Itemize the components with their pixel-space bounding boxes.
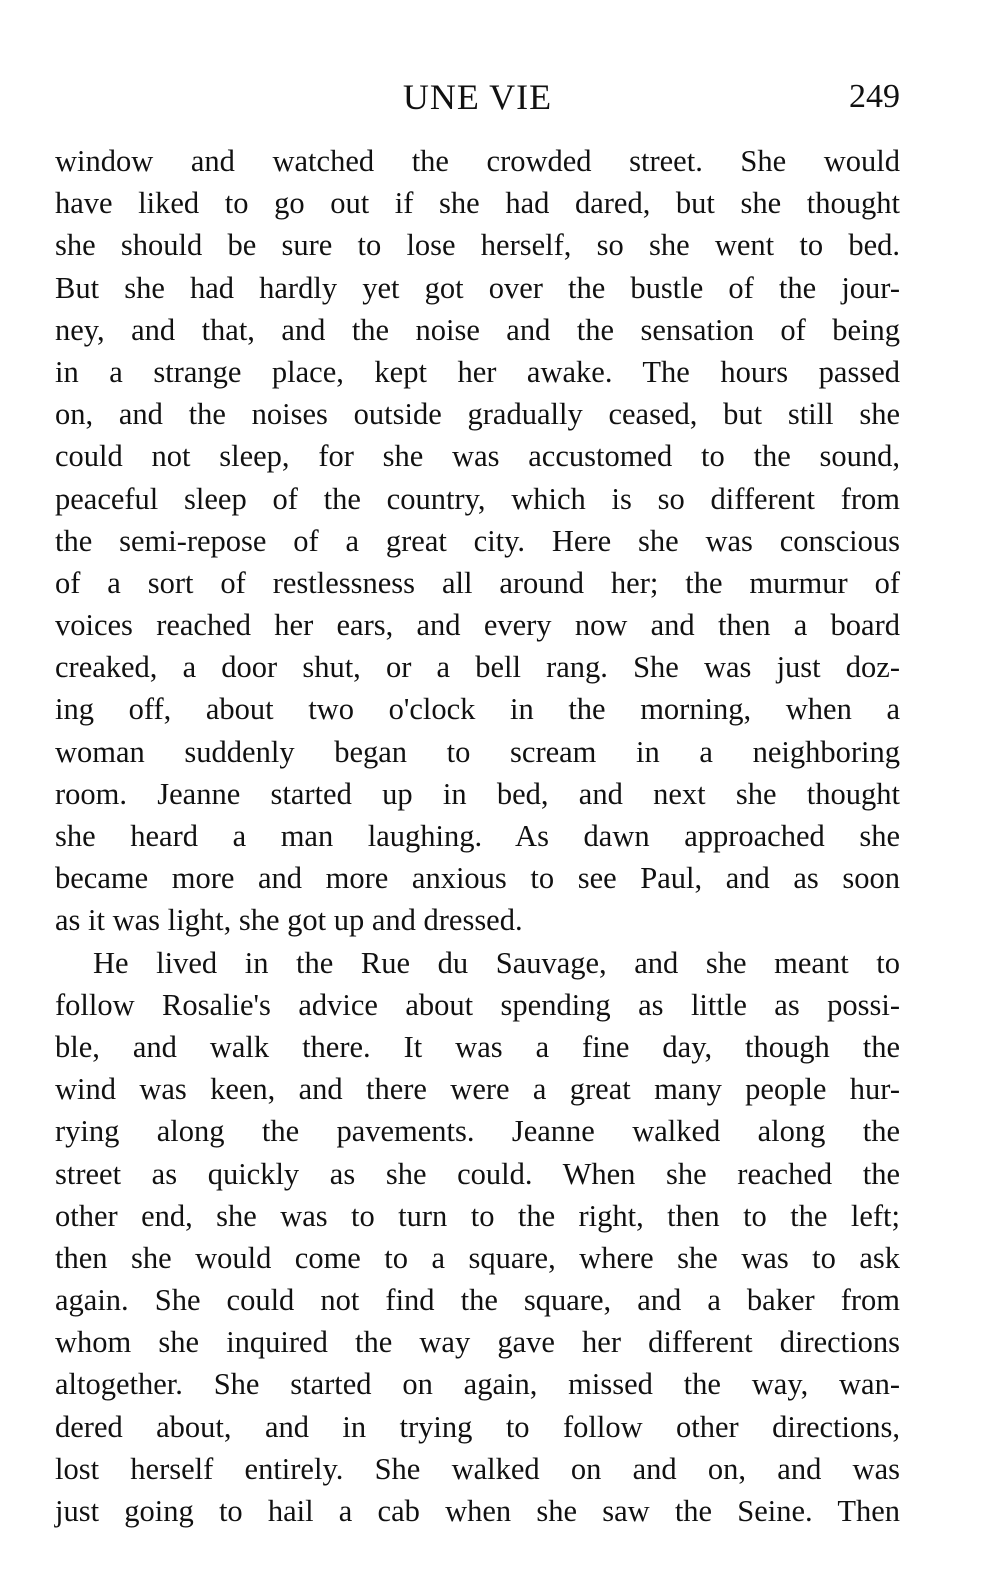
- text-line: woman suddenly began to scream in a neighboring: [55, 734, 900, 769]
- text-line: peaceful sleep of the country, which is so different from: [55, 481, 900, 516]
- text-line: again. She could not find the square, and a baker from: [55, 1283, 900, 1318]
- text-line: as it was light, she got up and dressed.: [55, 903, 523, 938]
- text-line: lost herself entirely. She walked on and on, and was: [55, 1451, 900, 1486]
- page-header: [55, 72, 900, 122]
- text-line: But she had hardly yet got over the bustle of the jour-: [55, 270, 900, 305]
- running-title: UNE VIE: [402, 77, 553, 117]
- page-number: 249: [849, 78, 900, 115]
- paragraph: [55, 942, 900, 1533]
- text-line: room. Jeanne started up in bed, and next she thought: [55, 776, 900, 811]
- text-line: dered about, and in trying to follow other directions,: [55, 1409, 900, 1444]
- text-line: He lived in the Rue du Sauvage, and she meant to: [93, 945, 900, 980]
- text-line: voices reached her ears, and every now and then a board: [55, 608, 900, 643]
- text-line: altogether. She started on again, missed the way, wan-: [55, 1367, 900, 1402]
- text-line: of a sort of restlessness all around her; the murmur of: [55, 565, 900, 600]
- text-line: she heard a man laughing. As dawn approached she: [55, 819, 900, 853]
- text-line: other end, she was to turn to the right, then to the left;: [55, 1198, 900, 1233]
- body-text: [55, 140, 900, 1532]
- text-line: on, and the noises outside gradually ceased, but still she: [55, 397, 900, 432]
- text-line: whom she inquired the way gave her different directions: [55, 1325, 900, 1360]
- text-line: creaked, a door shut, or a bell rang. She was just doz-: [55, 650, 900, 685]
- text-line: the semi-repose of a great city. Here she was conscious: [55, 523, 900, 558]
- text-line: then she would come to a square, where she was to ask: [55, 1240, 900, 1275]
- text-line: ing off, about two o'clock in the morning, when a: [55, 692, 900, 727]
- text-line: just going to hail a cab when she saw the Seine. Then: [55, 1494, 900, 1528]
- text-line: follow Rosalie's advice about spending as little as possi-: [55, 987, 900, 1022]
- text-line: street as quickly as she could. When she reached the: [55, 1156, 900, 1191]
- text-line: ney, and that, and the noise and the sensation of being: [55, 312, 900, 347]
- paragraph: [55, 140, 900, 942]
- text-line: became more and more anxious to see Paul, and as soon: [55, 861, 900, 896]
- text-line: she should be sure to lose herself, so she went to bed.: [55, 228, 900, 263]
- text-line: in a strange place, kept her awake. The hours passed: [55, 354, 900, 389]
- text-line: could not sleep, for she was accustomed to the sound,: [55, 439, 900, 474]
- text-line: window and watched the crowded street. She would: [55, 144, 900, 178]
- text-line: have liked to go out if she had dared, but she thought: [55, 186, 900, 221]
- text-line: rying along the pavements. Jeanne walked along the: [55, 1114, 900, 1149]
- text-line: ble, and walk there. It was a fine day, though the: [55, 1029, 900, 1064]
- text-line: wind was keen, and there were a great many people hur-: [55, 1072, 900, 1107]
